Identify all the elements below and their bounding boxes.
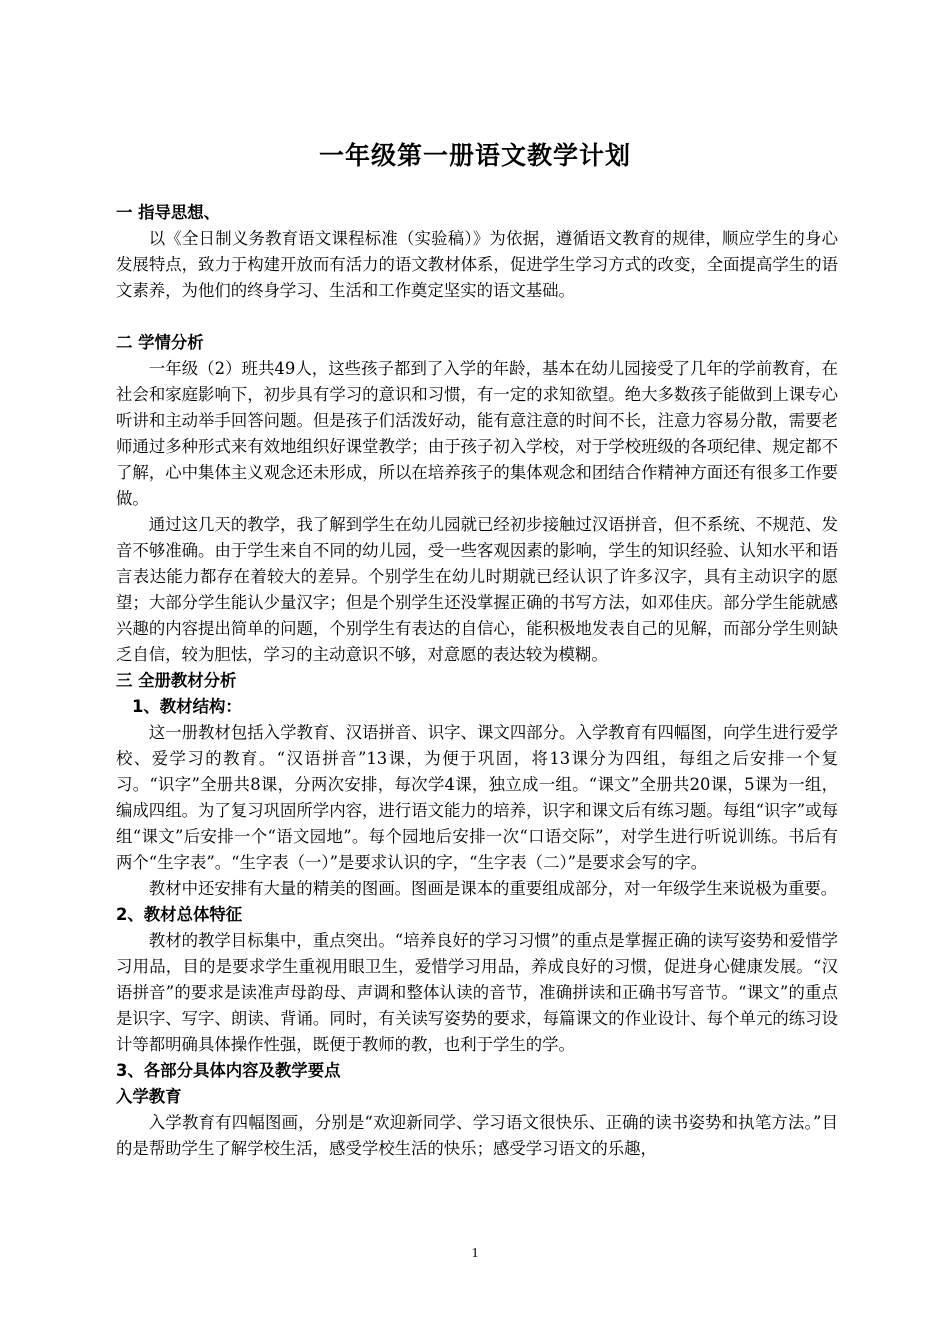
document-body: [116, 200, 838, 1162]
paragraph: 以《全日制义务教育语文课程标准（实验稿）》为依据，遵循语文教育的规律，顺应学生的身心发展特点，致力于构建开放而有活力的语文教材体系，促进学生学习方式的改变，全面提高学生的语文素养，为他们的终身学习、生活和工作奠定坚实的语文基础。: [116, 229, 838, 300]
section-heading-student-analysis: 二 学情分析: [116, 333, 204, 352]
paragraph: 教材中还安排有大量的精美的图画。图画是课本的重要组成部分，对一年级学生来说极为重要。: [148, 879, 838, 898]
document-title: 一年级第一册语文教学计划: [318, 141, 631, 170]
paragraph: 教材的教学目标集中，重点突出。“培养良好的学习习惯”的重点是掌握正确的读写姿势和爱惜学习用品，目的是要求学生重视用眼卫生，爱惜学习用品，养成良好的习惯，促进身心健康发展。“汉语拼音”的要求是读准声母韵母、声调和整体认读的音节，准确拼读和正确书写音节。“课文”的重点是识字、写字、朗读、背诵。同时，有关读写姿势的要求，每篇课文的作业设计、每个单元的练习设计等都明确具体操作性强，既便于教师的教，也利于学生的学。: [116, 931, 838, 1054]
page-number: 1: [471, 1246, 479, 1261]
subheading-contents-and-key-points: 3、各部分具体内容及教学要点: [116, 1061, 341, 1080]
subheading-textbook-structure: 1、教材结构：: [132, 697, 242, 716]
section-heading-guiding-ideology: 一 指导思想、: [116, 203, 221, 222]
paragraph: 通过这几天的教学，我了解到学生在幼儿园就已经初步接触过汉语拼音，但不系统、不规范、发音不够准确。由于学生来自不同的幼儿园，受一些客观因素的影响，学生的知识经验、认知水平和语言表达能力都存在着较大的差异。个别学生在幼儿时期就已经认识了许多汉字，具有主动识字的愿望；大部分学生能认少量汉字；但是个别学生还没掌握正确的书写方法，如邓佳庆。部分学生能就感兴趣的内容提出简单的问题，个别学生有表达的自信心，能积极地发表自己的见解，而部分学生则缺乏自信，较为胆怯，学习的主动意识不够，对意愿的表达较为模糊。: [116, 515, 838, 664]
spacer: [116, 304, 838, 330]
paragraph: 入学教育有四幅图画，分别是“欢迎新同学、学习语文很快乐、正确的读书姿势和执笔方法。”目的是帮助学生了解学校生活，感受学校生活的快乐；感受学习语文的乐趣，: [116, 1113, 838, 1158]
subheading-entry-education: 入学教育: [116, 1087, 182, 1106]
paragraph: 这一册教材包括入学教育、汉语拼音、识字、课文四部分。入学教育有四幅图，向学生进行爱学校、爱学习的教育。“汉语拼音”13课，为便于巩固，将13课分为四组，每组之后安排一个复习。“识字”全册共8课，分两次安排，每次学4课，独立成一组。“课文”全册共20课，5课为一组，编成四组。为了复习巩固所学内容，进行语文能力的培养，识字和课文后有练习题。每组“识字”或每组“课文”后安排一个“语文园地”。每个园地后安排一次“口语交际”，对学生进行听说训练。书后有两个“生字表”。“生字表（一）”是要求认识的字，“生字表（二）”是要求会写的字。: [116, 723, 838, 872]
section-heading-textbook-analysis: 三 全册教材分析: [116, 671, 237, 690]
subheading-overall-features: 2、教材总体特征: [116, 905, 243, 924]
paragraph: 一年级（2）班共49人，这些孩子都到了入学的年龄，基本在幼儿园接受了几年的学前教育，在社会和家庭影响下，初步具有学习的意识和习惯，有一定的求知欲望。绝大多数孩子能做到上课专心听讲和主动举手回答问题。但是孩子们活泼好动，能有意注意的时间不长，注意力容易分散，需要老师通过多种形式来有效地组织好课堂教学；由于孩子初入学校，对于学校班级的各项纪律、规定都不了解，心中集体主义观念还未形成，所以在培养孩子的集体观念和团结合作精神方面还有很多工作要做。: [116, 359, 838, 508]
